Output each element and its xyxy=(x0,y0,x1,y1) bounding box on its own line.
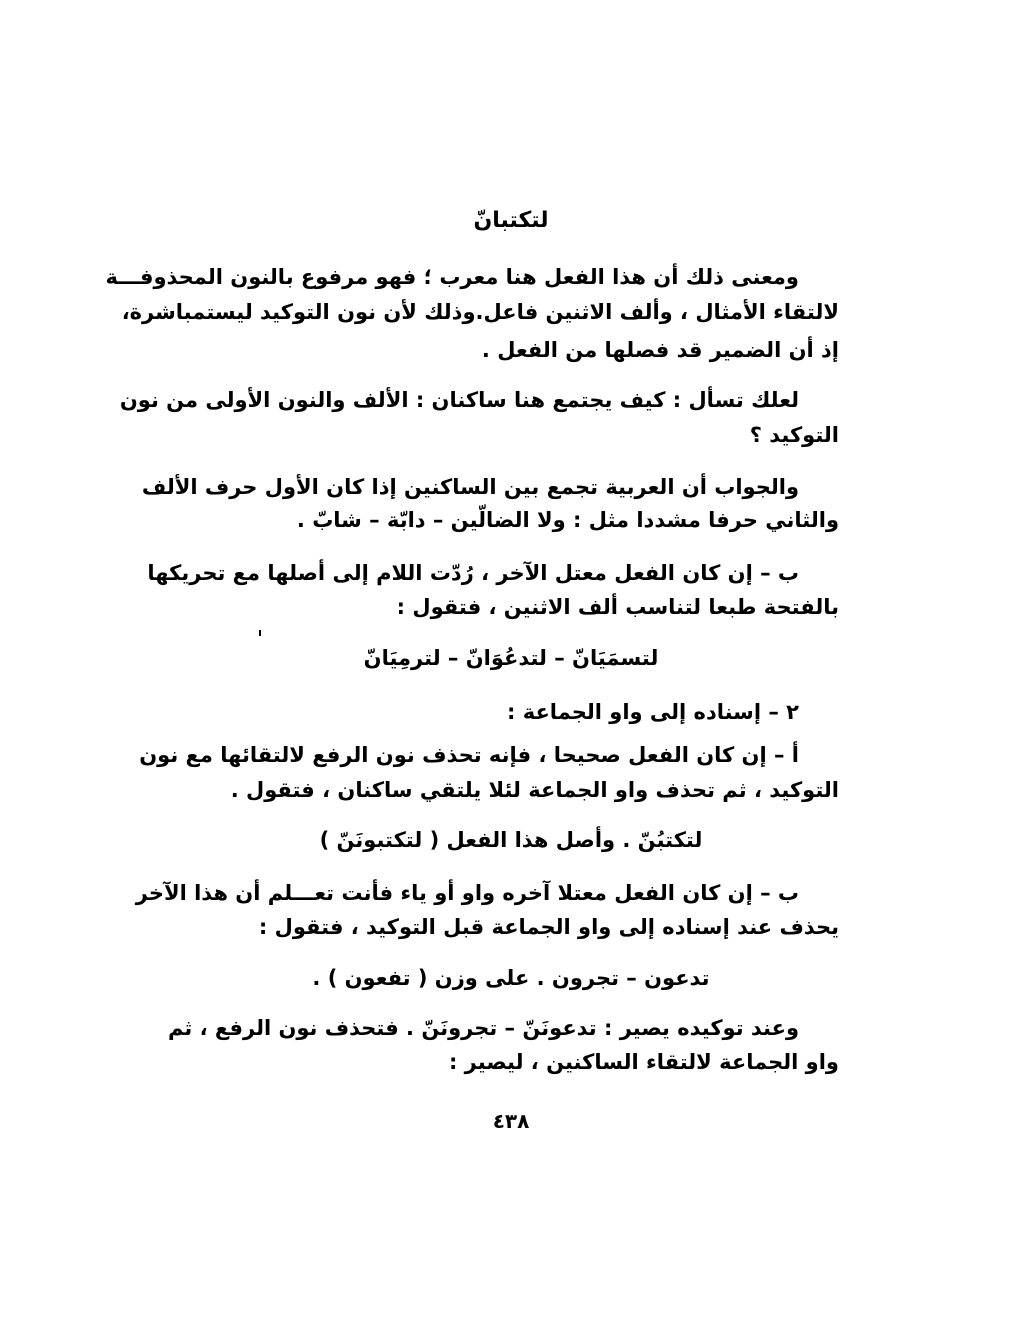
paragraph-line: لعلك تسأل : كيف يجتمع هنا ساكنان : الألف والنون الأولى من نون xyxy=(119,388,799,412)
paragraph-line: وعند توكيده يصير : تدعونَنّ – تجرونَنّ . فتحذف نون الرفع ، ثم xyxy=(167,1016,799,1040)
paragraph-line: التوكيد ، ثم تحذف واو الجماعة لئلا يلتقي ساكنان ، فتقول . xyxy=(230,778,839,802)
paragraph-line: التوكيد ؟ xyxy=(749,423,839,447)
speck xyxy=(259,630,261,636)
paragraph-line: والثاني حرفا مشددا مثل : ولا الضالّين – دابّة – شابّ . xyxy=(296,508,839,532)
example-line: لتسمَيَانّ – لتدعُوَانّ – لترمِيَانّ xyxy=(363,646,659,670)
paragraph-line: واو الجماعة لالتقاء الساكنين ، ليصير : xyxy=(448,1050,839,1074)
paragraph-line: ب – إن كان الفعل معتلا آخره واو أو ياء فأنت تعـــلم أن هذا الآخر xyxy=(135,881,799,905)
paragraph-line: يحذف عند إسناده إلى واو الجماعة قبل التوكيد ، فتقول : xyxy=(258,915,839,939)
example-line: تدعون – تجرون . على وزن ( تفعون ) . xyxy=(312,966,710,990)
paragraph-line: أ – إن كان الفعل صحيحا ، فإنه تحذف نون الرفع لالتقائها مع نون xyxy=(139,743,799,767)
heading: لتكتبانّ xyxy=(473,208,549,233)
paragraph-line: بالفتحة طبعا لتناسب ألف الاثنين ، فتقول : xyxy=(396,595,839,619)
paragraph-line: لالتقاء الأمثال ، وألف الاثنين فاعل.وذلك لأن نون التوكيد ليستمباشرة، xyxy=(121,300,839,324)
page-number: ٤٣٨ xyxy=(492,1109,530,1133)
section-heading: ٢ – إسناده إلى واو الجماعة : xyxy=(507,700,799,724)
paragraph-line: ومعنى ذلك أن هذا الفعل هنا معرب ؛ فهو مرفوع بالنون المحذوفـــة xyxy=(105,265,799,289)
paragraph-line: والجواب أن العربية تجمع بين الساكنين إذا كان الأول حرف الألف xyxy=(141,475,799,499)
example-line: لتكتبُنّ . وأصل هذا الفعل ( لتكتبونَنّ ) xyxy=(319,828,703,852)
paragraph-line: إذ أن الضمير قد فصلها من الفعل . xyxy=(481,338,839,362)
paragraph-line: ب – إن كان الفعل معتل الآخر ، رُدّت اللام إلى أصلها مع تحريكها xyxy=(147,561,799,585)
